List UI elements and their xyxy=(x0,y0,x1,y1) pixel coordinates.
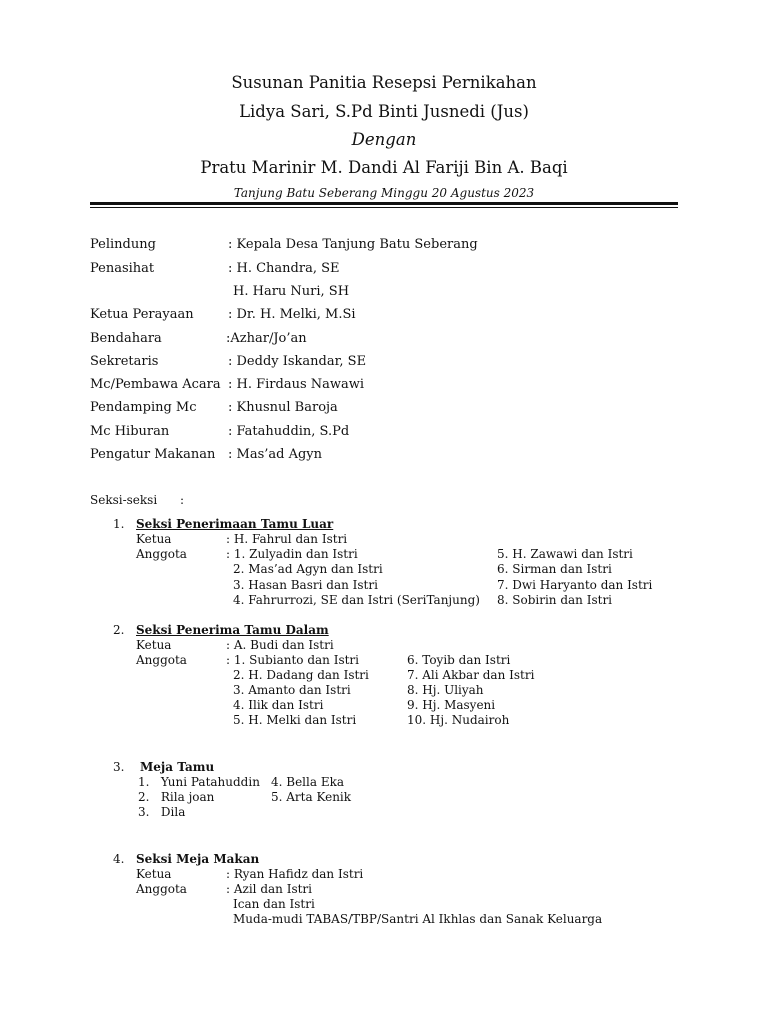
member-item: 7. Dwi Haryanto dan Istri xyxy=(497,578,653,592)
anggota-label: Anggota xyxy=(136,653,187,667)
member-item: 4. Fahrurrozi, SE dan Istri (SeriTanjung) xyxy=(233,593,480,607)
section-title: Seksi Penerima Tamu Dalam xyxy=(136,623,329,637)
header-rule-thin xyxy=(90,207,678,208)
member-item: 8. Hj. Uliyah xyxy=(407,683,484,697)
member-item: 5. H. Zawawi dan Istri xyxy=(497,547,633,561)
official-name: : Khusnul Baroja xyxy=(228,400,338,415)
official-name: : Kepala Desa Tanjung Batu Seberang xyxy=(228,237,478,252)
official-name: : H. Chandra, SE xyxy=(228,261,340,276)
section-number: 1. xyxy=(113,517,125,531)
member-item: 10. Hj. Nudairoh xyxy=(407,713,510,727)
title-line-2: Lidya Sari, S.Pd Binti Jusnedi (Jus) xyxy=(239,102,529,121)
official-role: Pengatur Makanan xyxy=(90,447,216,462)
official-name: :Azhar/Jo’an xyxy=(226,331,307,346)
official-role: Ketua Perayaan xyxy=(90,307,194,322)
official-role: Pelindung xyxy=(90,237,156,252)
official-role: Sekretaris xyxy=(90,354,159,369)
member-item: 4. Ilik dan Istri xyxy=(233,698,324,712)
ketua-name: : Ryan Hafidz dan Istri xyxy=(226,867,364,881)
official-name: : Deddy Iskandar, SE xyxy=(228,354,367,369)
member-item: : Azil dan Istri xyxy=(226,882,313,896)
member-item: 3. Hasan Basri dan Istri xyxy=(233,578,378,592)
member-item: Muda-mudi TABAS/TBP/Santri Al Ikhlas dan Sanak Keluarga xyxy=(233,912,603,926)
member-item: 5. H. Melki dan Istri xyxy=(233,713,357,727)
title-line-1: Susunan Panitia Resepsi Pernikahan xyxy=(231,73,537,92)
member-item: 2. Rila joan xyxy=(138,790,215,804)
member-item: 8. Sobirin dan Istri xyxy=(497,593,613,607)
member-item: : 1. Subianto dan Istri xyxy=(226,653,360,667)
ketua-label: Ketua xyxy=(136,638,172,652)
section-number: 2. xyxy=(113,623,125,637)
ketua-label: Ketua xyxy=(136,532,172,546)
member-item: 2. H. Dadang dan Istri xyxy=(233,668,369,682)
official-name: : Mas’ad Agyn xyxy=(228,447,323,462)
member-item: 2. Mas’ad Agyn dan Istri xyxy=(233,562,383,576)
section-title: Meja Tamu xyxy=(140,760,215,774)
member-item: 9. Hj. Masyeni xyxy=(407,698,496,712)
section-title: Seksi Penerimaan Tamu Luar xyxy=(136,517,334,531)
member-item: 7. Ali Akbar dan Istri xyxy=(407,668,535,682)
member-item: 1. Yuni Patahuddin xyxy=(138,775,260,789)
section-number: 4. xyxy=(113,852,125,866)
header-rule-thick xyxy=(90,202,678,205)
member-item: 6. Sirman dan Istri xyxy=(497,562,612,576)
official-name: : Fatahuddin, S.Pd xyxy=(228,424,350,439)
anggota-label: Anggota xyxy=(136,882,187,896)
official-name: : H. Firdaus Nawawi xyxy=(228,377,365,392)
official-role: Pendamping Mc xyxy=(90,400,197,415)
section-number: 3. xyxy=(113,760,125,774)
anggota-label: Anggota xyxy=(136,547,187,561)
event-date: Tanjung Batu Seberang Minggu 20 Agustus 2023 xyxy=(233,186,535,200)
official-role: Mc Hiburan xyxy=(90,424,170,439)
ketua-name: : H. Fahrul dan Istri xyxy=(226,532,348,546)
section-title: Seksi Meja Makan xyxy=(136,852,260,866)
member-item: 4. Bella Eka xyxy=(271,775,345,789)
official-name: : Dr. H. Melki, M.Si xyxy=(228,307,356,322)
ketua-name: : A. Budi dan Istri xyxy=(226,638,334,652)
official-name: H. Haru Nuri, SH xyxy=(233,284,350,299)
member-item: 6. Toyib dan Istri xyxy=(407,653,511,667)
official-role: Penasihat xyxy=(90,261,155,276)
seksi-heading: Seksi-seksi xyxy=(90,493,158,507)
member-item: 3. Amanto dan Istri xyxy=(233,683,351,697)
member-item: Ican dan Istri xyxy=(233,897,315,911)
member-item: : 1. Zulyadin dan Istri xyxy=(226,547,358,561)
ketua-label: Ketua xyxy=(136,867,172,881)
official-role: Bendahara xyxy=(90,331,162,346)
official-role: Mc/Pembawa Acara xyxy=(90,377,221,392)
seksi-colon: : xyxy=(180,493,185,507)
title-dengan: Dengan xyxy=(351,130,417,149)
member-item: 3. Dila xyxy=(138,805,186,819)
member-item: 5. Arta Kenik xyxy=(271,790,352,804)
title-line-3: Pratu Marinir M. Dandi Al Fariji Bin A. Baqi xyxy=(200,158,568,177)
